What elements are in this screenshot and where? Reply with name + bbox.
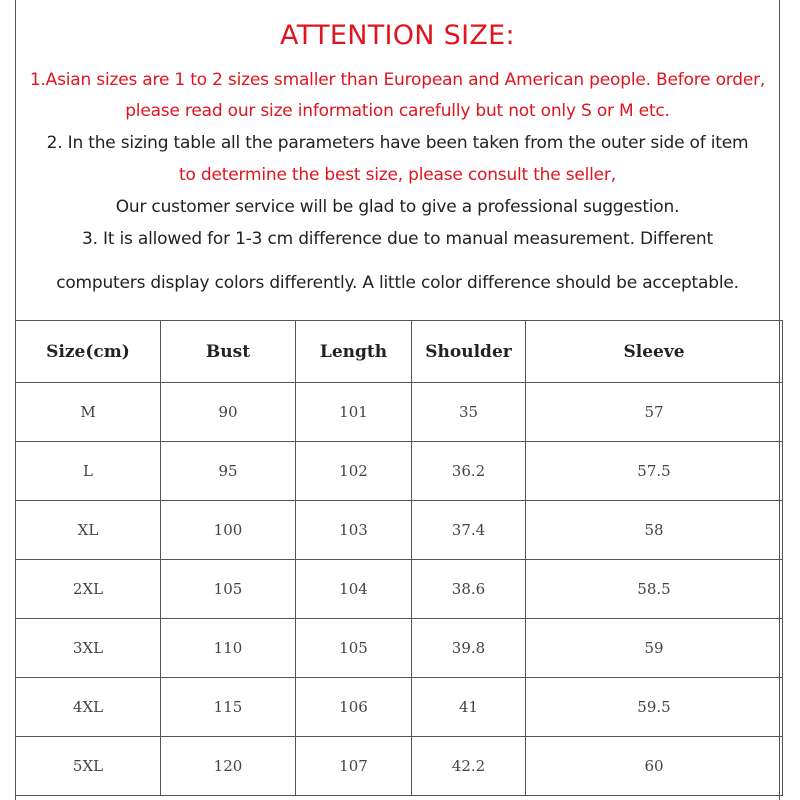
cell-bust: 90 xyxy=(161,383,296,442)
cell-sleeve: 58 xyxy=(526,501,783,560)
cell-shoulder: 42.2 xyxy=(412,737,526,796)
cell-sleeve: 59 xyxy=(526,619,783,678)
cell-length: 101 xyxy=(296,383,412,442)
cell-bust: 100 xyxy=(161,501,296,560)
notice-line-4: to determine the best size, please consult the seller, xyxy=(179,165,616,185)
cell-sleeve: 59.5 xyxy=(526,678,783,737)
table-row xyxy=(16,619,783,678)
cell-sleeve: 58.5 xyxy=(526,560,783,619)
cell-shoulder: 36.2 xyxy=(412,442,526,501)
cell-bust: 120 xyxy=(161,737,296,796)
header-length: Length xyxy=(296,321,412,383)
table-row xyxy=(16,560,783,619)
notice-line-3: 2. In the sizing table all the parameters have been taken from the outer side of item xyxy=(46,133,749,153)
cell-size: 3XL xyxy=(16,619,161,678)
table-row xyxy=(16,501,783,560)
notice-line-6: 3. It is allowed for 1-3 cm difference due to manual measurement. Different xyxy=(82,229,713,249)
cell-shoulder: 41 xyxy=(412,678,526,737)
header-size: Size(cm) xyxy=(16,321,161,383)
cell-size: L xyxy=(16,442,161,501)
header-shoulder: Shoulder xyxy=(412,321,526,383)
cell-length: 105 xyxy=(296,619,412,678)
cell-size: 2XL xyxy=(16,560,161,619)
header-sleeve: Sleeve xyxy=(526,321,783,383)
size-table xyxy=(15,320,783,796)
cell-length: 103 xyxy=(296,501,412,560)
cell-shoulder: 39.8 xyxy=(412,619,526,678)
cell-length: 102 xyxy=(296,442,412,501)
table-header-row xyxy=(16,321,783,383)
notice-line-1: 1.Asian sizes are 1 to 2 sizes smaller than European and American people. Before order, xyxy=(29,70,766,90)
table-row xyxy=(16,442,783,501)
cell-length: 104 xyxy=(296,560,412,619)
table-row xyxy=(16,737,783,796)
table-row xyxy=(16,678,783,737)
cell-size: M xyxy=(16,383,161,442)
size-notice xyxy=(15,0,780,320)
notice-line-7: computers display colors differently. A little color difference should be acceptable. xyxy=(56,273,739,293)
cell-bust: 110 xyxy=(161,619,296,678)
header-bust: Bust xyxy=(161,321,296,383)
cell-bust: 115 xyxy=(161,678,296,737)
notice-line-2: please read our size information carefully but not only S or M etc. xyxy=(125,101,670,121)
cell-length: 106 xyxy=(296,678,412,737)
cell-shoulder: 37.4 xyxy=(412,501,526,560)
cell-sleeve: 57 xyxy=(526,383,783,442)
notice-line-5: Our customer service will be glad to give a professional suggestion. xyxy=(115,197,680,217)
cell-size: XL xyxy=(16,501,161,560)
table-row xyxy=(16,383,783,442)
cell-size: 4XL xyxy=(16,678,161,737)
cell-shoulder: 35 xyxy=(412,383,526,442)
cell-sleeve: 57.5 xyxy=(526,442,783,501)
cell-length: 107 xyxy=(296,737,412,796)
cell-shoulder: 38.6 xyxy=(412,560,526,619)
cell-size: 5XL xyxy=(16,737,161,796)
cell-sleeve: 60 xyxy=(526,737,783,796)
cell-bust: 95 xyxy=(161,442,296,501)
notice-title: ATTENTION SIZE: xyxy=(280,20,515,51)
cell-bust: 105 xyxy=(161,560,296,619)
